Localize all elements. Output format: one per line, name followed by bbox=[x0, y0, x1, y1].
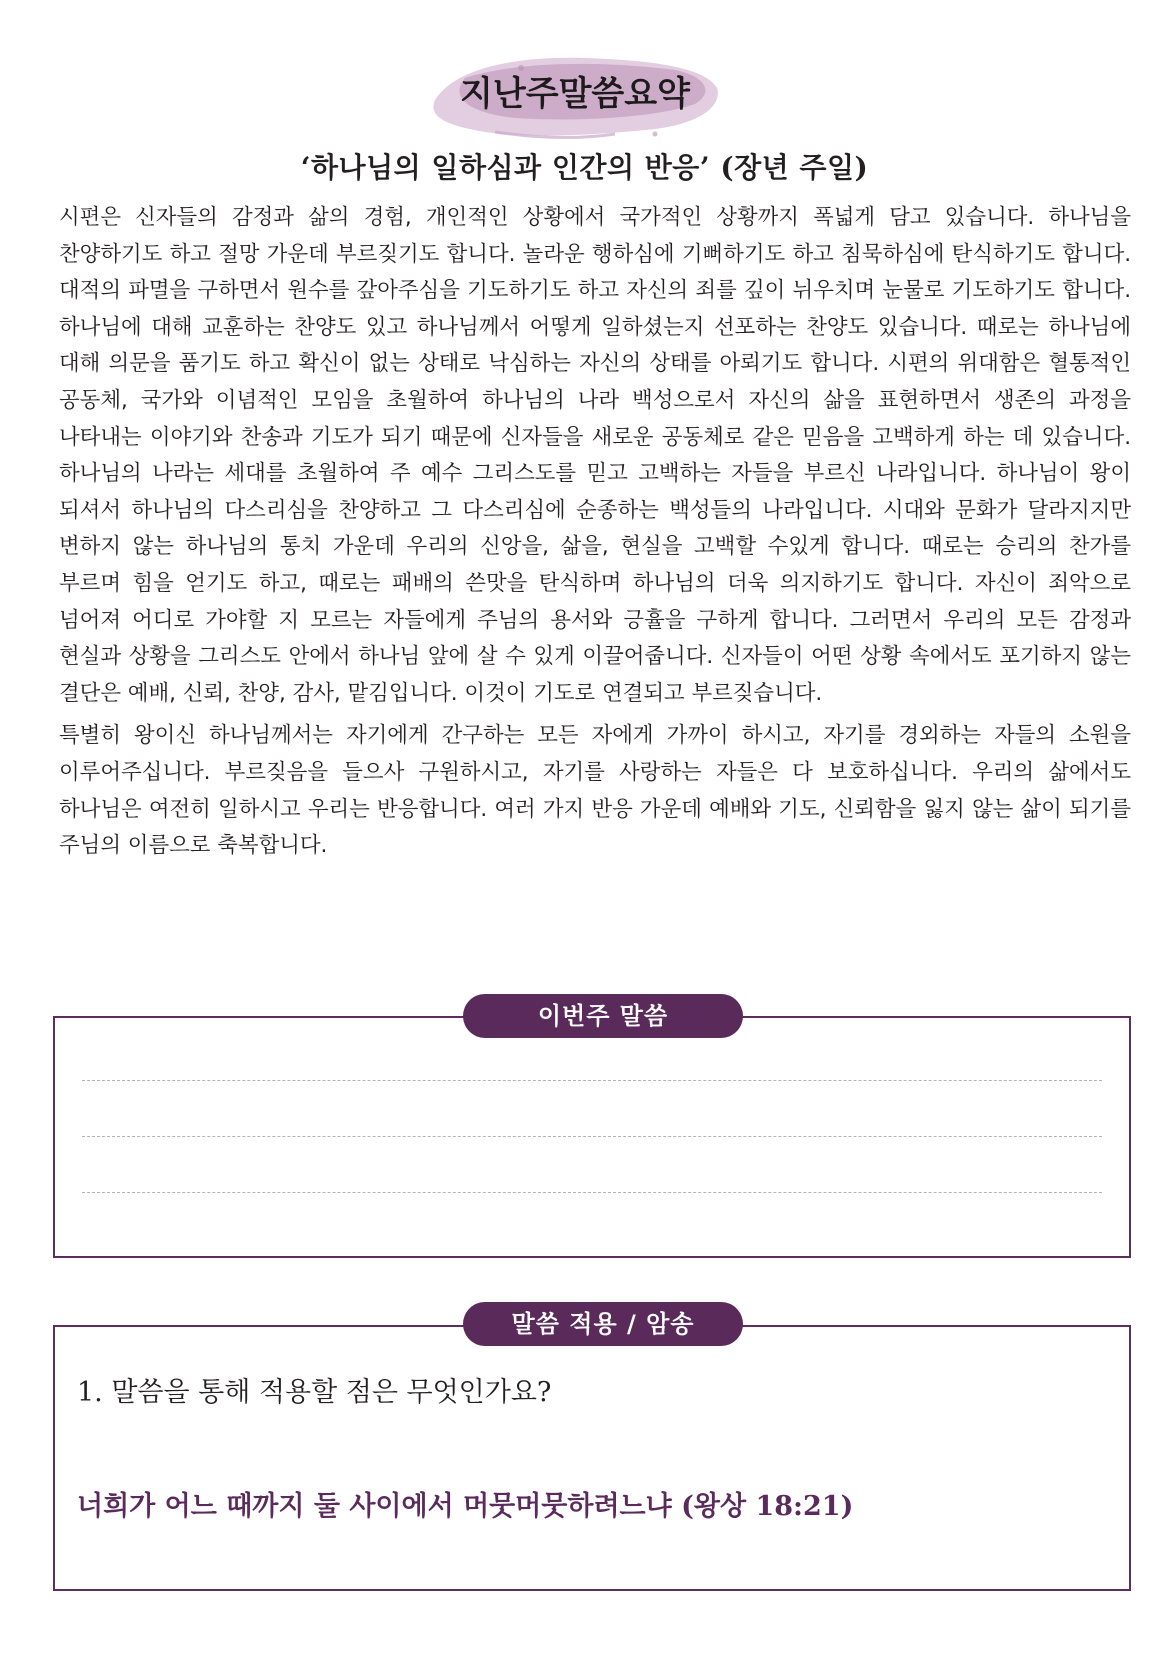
summary-paragraph-1: 시편은 신자들의 감정과 삶의 경험, 개인적인 상황에서 국가적인 상황까지 폭넓게 담고 있습니다. 하나님을 찬양하기도 하고 절망 가운데 부르짖기도 합니다. 놀라운 행하심에 기뻐하기도 하고 침묵하심에 탄식하기도 합니다. 대적의 파멸을 구하면서 원수를 갚아주심을 기도하기도 하고 자신의 죄를 깊이 뉘우치며 눈물로 기도하기도 합니다. 하나님에 대해 교훈하는 찬양도 있고 하나님께서 어떻게 일하셨는지 선포하는 찬양도 있습니다. 때로는 하나님에 대해 의문을 품기도 하고 확신이 없는 상태로 낙심하는 자신의 상태를 아뢰기도 합니다. 시편의 위대함은 혈통적인 공동체, 국가와 이념적인 모임을 초월하여 하나님의 나라 백성으로서 자신의 삶을 표현하면서 생존의 과정을 나타내는 이야기와 찬송과 기도가 되기 때문에 신자들을 새로운 공동체로 같은 믿음을 고백하게 하는 데 있습니다. 하나님의 나라는 세대를 초월하여 주 예수 그리스도를 믿고 고백하는 자들을 부르신 나라입니다. 하나님이 왕이 되셔서 하나님의 다스리심을 찬양하고 그 다스리심에 순종하는 백성들의 나라입니다. 시대와 문화가 달라지지만 변하지 않는 하나님의 통치 가운데 우리의 신앙을, 삶을, 현실을 고백할 수있게 합니다. 때로는 승리의 찬가를 부르며 힘을 얻기도 하고, 때로는 패배의 쓴맛을 탄식하며 하나님의 더욱 의지하기도 합니다. 자신이 죄악으로 넘어져 어디로 가야할 지 모르는 자들에게 주님의 용서와 긍휼을 구하게 합니다. 그러면서 우리의 모든 감정과 현실과 상황을 그리스도 안에서 하나님 앞에 살 수 있게 이끌어줍니다. 신자들이 어떤 상황 속에서도 포기하지 않는 결단은 예배, 신뢰, 찬양, 감사, 맡김입니다. 이것이 기도로 연결되고 부르짖습니다. bbox=[59, 205, 1131, 706]
this-week-word-box bbox=[53, 1016, 1131, 1258]
writing-line bbox=[82, 1192, 1102, 1193]
application-box bbox=[53, 1325, 1131, 1591]
this-week-word-label: 이번주 말씀 bbox=[463, 994, 743, 1038]
writing-line bbox=[82, 1136, 1102, 1137]
logo-brush-title bbox=[425, 48, 725, 144]
application-question: 1. 말씀을 통해 적용할 점은 무엇인가요? bbox=[77, 1377, 552, 1408]
logo-text: 지난주말씀요약 bbox=[460, 74, 690, 114]
writing-line bbox=[82, 1080, 1102, 1081]
application-label: 말씀 적용 / 암송 bbox=[463, 1302, 743, 1346]
page-title: ‘하나님의 일하심과 인간의 반응’ (장년 주일) bbox=[300, 151, 869, 184]
summary-paragraph-2: 특별히 왕이신 하나님께서는 자기에게 간구하는 모든 자에게 가까이 하시고, 자기를 경외하는 자들의 소원을 이루어주십니다. 부르짖음을 들으사 구원하시고, 자기를 사랑하는 자들은 다 보호하십니다. 우리의 삶에서도 하나님은 여전히 일하시고 우리는 반응합니다. 여러 가지 반응 가운데 예배와 기도, 신뢰함을 잃지 않는 삶이 되기를 주님의 이름으로 축복합니다. bbox=[59, 723, 1131, 859]
memory-verse: 너희가 어느 때까지 둘 사이에서 머뭇머뭇하려느냐 (왕상 18:21) bbox=[77, 1491, 854, 1522]
sermon-summary bbox=[59, 200, 1131, 865]
